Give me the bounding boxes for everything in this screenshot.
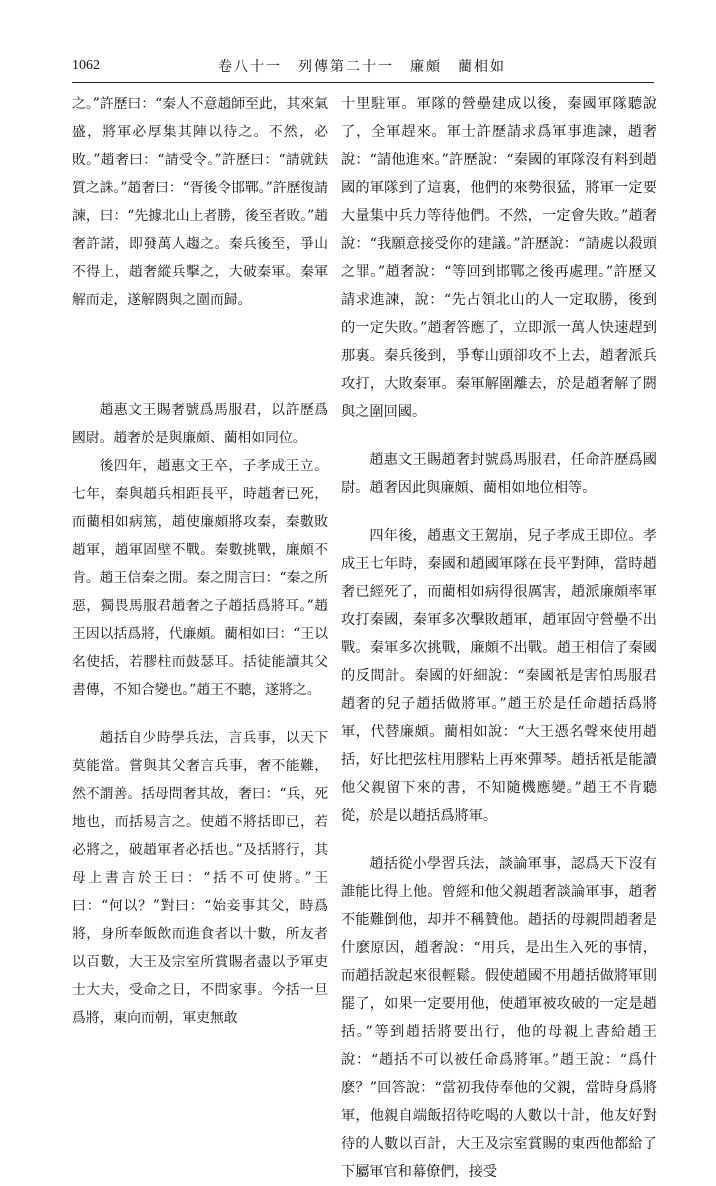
translation-text-column bbox=[341, 90, 657, 1186]
translation-paragraph-4: 趙括從小學習兵法，談論軍事，認爲天下沒有誰能比得上他。曾經和他父親趙奢談論軍事，趙奢不能難倒他，却并不稱贊他。趙括的母親問趙奢是什麽原因，趙奢說：“用兵，是出生入死的事情，而趙括說起來很輕鬆。假使趙國不用趙括做將軍則罷了，如果一定要用他，使趙軍被攻破的一定是趙括。”等到趙括將要出行，他的母親上書給趙王說：“趙括不可以被任命爲將軍。”趙王說：“爲什麽？”回答說：“當初我侍奉他的父親，當時身爲將軍，他親自端飯招待吃喝的人數以十計，他友好對待的人數以百計，大王及宗室賞賜的東西他都給了下屬軍官和幕僚們，接受 bbox=[341, 856, 657, 1180]
header-rule bbox=[72, 82, 654, 83]
classical-paragraph-3: 後四年，趙惠文王卒，子孝成王立。七年，秦與趙兵相距長平，時趙奢已死，而藺相如病篤，趙使廉頗將攻秦，秦數敗趙軍，趙軍固壁不戰。秦數挑戰，廉頗不肯。趙王信秦之閒。秦之閒言曰：“秦之所惡，獨畏馬服君趙奢之子趙括爲將耳。”趙王因以括爲將，代廉頗。藺相如曰：“王以名使括，若膠柱而鼓瑟耳。括徒能讀其父書傳，不知合變也。”趙王不聽，遂將之。 bbox=[72, 458, 328, 698]
section-gap bbox=[72, 314, 328, 396]
running-header bbox=[72, 56, 652, 78]
section-gap bbox=[341, 502, 657, 522]
section-gap bbox=[341, 426, 657, 446]
translation-paragraph-3: 四年後，趙惠文王駕崩，兒子孝成王即位。孝成王七年時，秦國和趙國軍隊在長平對陣，當時趙奢已經死了，而藺相如病得很厲害，趙派廉頗率軍攻打秦國，秦軍多次擊敗趙軍，趙軍固守營壘不出戰。秦軍多次挑戰，廉頗不出戰。趙王相信了秦國的反間計。秦國的奸細說：“秦國衹是害怕馬服君趙奢的兒子趙括做將軍。”趙王於是任命趙括爲將軍，代替廉頗。藺相如說：“大王憑名聲來使用趙括，好比把弦柱用膠粘上再來彈琴。趙括衹是能讀他父親留下來的書，不知隨機應變。”趙王不肯聽從，於是以趙括爲將軍。 bbox=[341, 528, 657, 824]
page-number: 1062 bbox=[72, 58, 100, 73]
section-gap bbox=[72, 704, 328, 724]
classical-paragraph-1: 之。”許歷曰：“秦人不意趙師至此，其來氣盛，將軍必厚集其陣以待之。不然，必敗。”趙奢曰：“請受令。”許歷曰：“請就鈇質之誅。”趙奢曰：“胥後令邯鄲。”許歷復請諫，曰：“先據北山上者勝，後至者敗。”趙奢許諾，即發萬人趨之。秦兵後至，爭山不得上，趙奢縱兵擊之，大破秦軍。秦軍解而走，遂解閼與之圍而歸。 bbox=[72, 96, 328, 308]
running-head-title: 卷八十一 列傳第二十一 廉頗 藺相如 bbox=[218, 59, 506, 75]
classical-text-column bbox=[72, 90, 328, 1032]
classical-paragraph-4: 趙括自少時學兵法，言兵事，以天下莫能當。嘗與其父奢言兵事，奢不能難，然不謂善。括母問奢其故，奢曰：“兵，死地也，而括易言之。使趙不將括即已，若必將之，破趙軍者必括也。”及括將行，其母上書言於王曰：“括不可使將。”王曰：“何以？”對曰：“始妾事其父，時爲將，身所奉飯飲而進食者以十數，所友者以百數，大王及宗室所賞賜者盡以予軍吏士大夫，受命之日，不問家事。今括一旦爲將，東向而朝，軍吏無敢 bbox=[72, 730, 328, 1026]
translation-paragraph-2: 趙惠文王賜趙奢封號爲馬服君，任命許歷爲國尉。趙奢因此與廉頗、藺相如地位相等。 bbox=[341, 452, 657, 496]
section-gap bbox=[341, 830, 657, 850]
classical-paragraph-2: 趙惠文王賜奢號爲馬服君，以許歷爲國尉。趙奢於是與廉頗、藺相如同位。 bbox=[72, 402, 328, 446]
translation-paragraph-1: 十里駐軍。軍隊的營壘建成以後，秦國軍隊聽說了，全軍趕來。軍士許歷請求爲軍事進諫，趙奢說：“請他進來。”許歷說：“秦國的軍隊沒有料到趙國的軍隊到了這裏，他們的來勢很猛，將軍一定要大量集中兵力等待他們。不然，一定會失敗。”趙奢說：“我願意接受你的建議。”許歷說：“請處以殺頭之罪。”趙奢說：“等回到邯鄲之後再處理。”許歷又請求進諫，說：“先占領北山的人一定取勝，後到的一定失敗。”趙奢答應了，立即派一萬人快速趕到那裏。秦兵後到，爭奪山頭卻攻不上去，趙奢派兵攻打，大敗秦軍。秦軍解圍離去，於是趙奢解了閼與之圍回國。 bbox=[341, 96, 657, 420]
